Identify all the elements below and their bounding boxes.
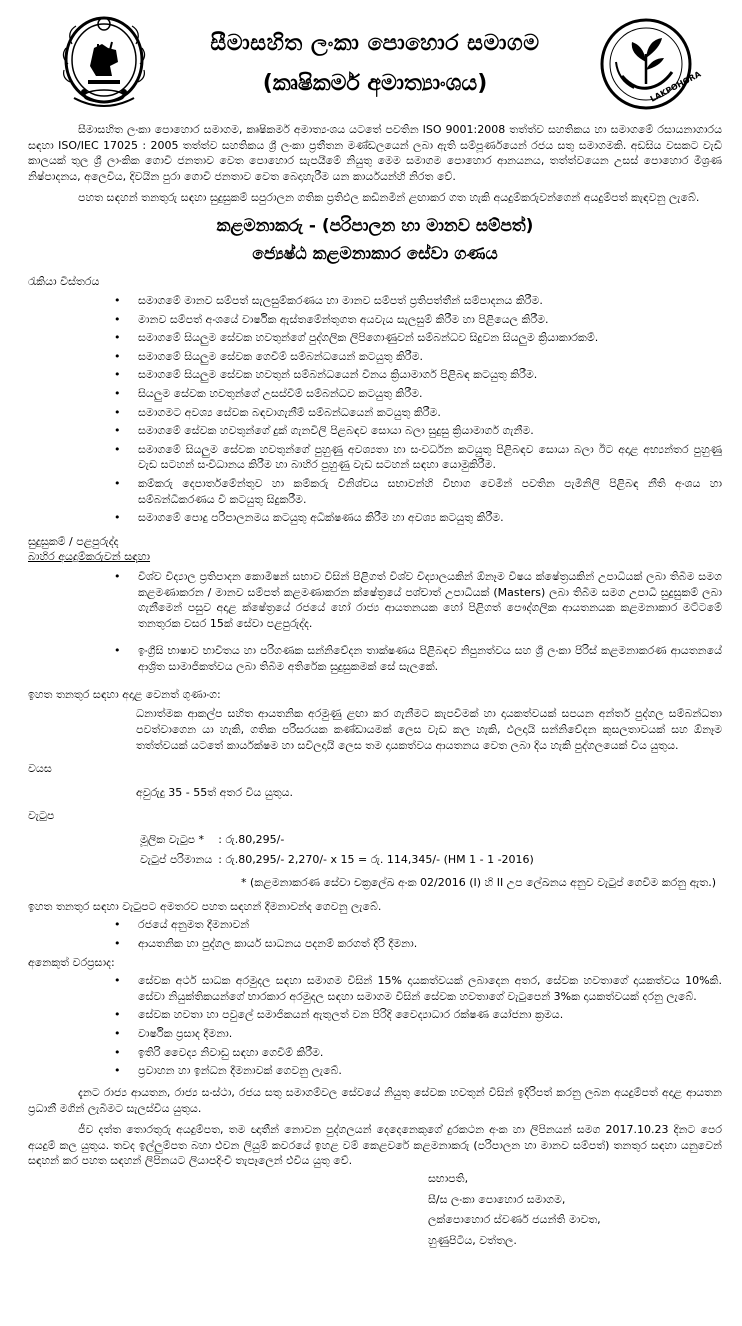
table-row xyxy=(140,830,540,850)
bullet: • xyxy=(114,918,121,932)
allowances-list xyxy=(114,917,722,951)
list-item: • මානව සම්පත් අංශයේ වාර්ෂික ඇස්තමේන්තුගත අයවැය සැලසුම් කිරීම හා පිළියෙල කිරීම. xyxy=(114,312,549,326)
other-qualities-text: ධනාත්මක ආකල්ප සහිත ආයතනික අරමුණු ළඟා කර ගැනීමට කැපවීමක් හා දායකත්වයක් සපයන අන්තර් පුද්ගල සම්බන්ධතා පවත්වාගෙන යා හැකි, ගතික පරිසරයක කණ්ඩායමක් ලෙස වැඩ කල හැකි, ඵලදායි සන්නිවේදන කුසලතාවයක් සහ ඕනෑම තත්ත්වයක් යටතේ කාර්යක්ෂම හා සවිලදායි ලෙස තම දායකත්වය ආයතනය වෙත ලබා දිය හැකි පුද්ගලයෙක් විය යුතුය. xyxy=(136,707,722,752)
sri-lanka-emblem-icon xyxy=(50,14,158,114)
qualifications-heading: සුදුසුකම් / පළපුරුද්ද xyxy=(28,534,119,548)
list-item: • කම්කරු දෙපාර්තමේන්තුව හා කම්කරු විනිශ්චය සභාවන්හි විභාග වෙමින් පවතින පැමිනිලි පිළිබඳ නීති අංශය හා සම්බන්ධීකරණය වී කටයුතු සිදුකරීම. xyxy=(114,477,722,506)
list-item: • සමාගමේ සේවක හවතුන්ගේ දුක් ගැනවිලි පිළබඳව සොයා බලා සුදුසු ක්‍රියාමාර්ග ගැනීම. xyxy=(114,424,534,438)
salary-label: වැටුප් පරිමානය xyxy=(140,852,213,866)
signature-line: සභාපති, xyxy=(428,1171,469,1185)
age-heading: වයස xyxy=(28,762,52,776)
bullet: • xyxy=(114,974,121,988)
bullet: • xyxy=(114,1045,121,1059)
salary-table xyxy=(140,830,540,869)
salary-heading: වැටුප xyxy=(28,809,55,823)
bullet: • xyxy=(114,937,121,951)
duties-list xyxy=(114,293,722,526)
signature-line: සී/ස ලංකා පොහොර සමාගම, xyxy=(428,1192,566,1206)
duties-heading: රැකියා විස්තරය xyxy=(28,275,100,289)
lakpohora-logo-icon xyxy=(590,14,702,114)
bullet: • xyxy=(114,405,121,419)
bullet: • xyxy=(114,368,121,382)
allowances-heading: ඉහත තනතුර සඳහා වැටුපට අමතරව පහත සඳහන් දීමනාවන්ද ගෙවනු ලැබේ. xyxy=(28,899,382,913)
age-text: අවුරුදු 35 - 55ත් අතර විය යුතුය. xyxy=(136,785,294,799)
other-qualities-heading: ඉහත තනතුර සඳහා අදාළ වෙනත් ගුණාංග: xyxy=(28,687,221,701)
list-item: • සමාගමේ සියලුම සේවක ගෙවීම් සම්බන්ධයෙන් කටයුතු කිරීම. xyxy=(114,349,423,363)
list-item: • රජයේ අනුමත දීමනාවන් xyxy=(114,918,250,932)
company-title: සීමාසහිත ලංකා පොහොර සමාගම xyxy=(210,31,540,56)
post-title: කළමනාකරු - (පරිපාලන හා මානව සම්පත්) xyxy=(216,216,534,237)
list-item: • විශ්ව විද්‍යාල ප්‍රතිපාදන කොමිෂන් සභාව විසින් පිළිගත් විශ්ව විද්‍යාලයකින් ඕනෑම විෂය ක්ෂේත්‍රයකින් උපාධියක් ලබා තිබීම සමග කළමණාකරන / මානව සම්පත් කළමණාකරන ක්ෂේත්‍රයේ පශ්චාත් උපාධියක් (Masters) ලබා තිබීම සමග උපාධි සුදුසුකම් ලබා ගැනීමෙන් පසුව අදාළ ක්ෂේත්‍රයේ රජයේ හෝ රාජ්‍ය ආයතනයක හෝ පිළිගත් පෞද්ගලික ආයතනයක කළමනාකාර මට්ටමේ තනතුරක වසර 15ක් සේවා පළපුරුද්ද. xyxy=(114,570,722,630)
table-row xyxy=(140,850,540,870)
bullet: • xyxy=(114,644,121,658)
qualifications-list xyxy=(114,569,722,675)
bullet: • xyxy=(114,386,121,400)
list-item: • සමාගමේ පොදු පරිපාලනමය කටයුතු අධීක්ෂණය කිරීම හා අවශ්‍ය කටයුතු කිරීම. xyxy=(114,511,504,525)
list-item: • සමාගමේ මානව සම්පත් සැලසුම්කරණය හා මානව සම්පත් ප්‍රතිපත්තීන් සම්පාදනය කිරීම. xyxy=(114,293,543,307)
list-item: • සේවක අර්ථ සාධක අරමුදල සඳහා සමාගම විසින් 15% දායකත්වයක් ලබාදෙන අතර, සේවක හවතාගේ දායකත්වය 10%කි. සේවා නියුක්තිකයන්ගේ භාරකාර අරමුදල සඳහා සමාගම විසින් සේවක හවතාගේ වැටුපෙන් 3%ක දායකත්වයක් දරනු ලැබේ. xyxy=(114,974,722,1003)
signature-line: ලක්පොහොර ස්වර්ණ ජයන්ති මාවත, xyxy=(428,1213,601,1227)
list-item: • සේවක හවතා හා පවුලේ සමාජිකයන් ඇතුලත් වන පිරිදි වෛද්‍යාධාර රක්ෂණ යෝජනා ක්‍රමය. xyxy=(114,1008,564,1022)
bullet: • xyxy=(114,1008,121,1022)
bullet: • xyxy=(114,293,121,307)
lakpohora-logo-text: LAKPOHORA xyxy=(648,69,702,104)
bullet: • xyxy=(114,331,121,345)
list-item: • සියලුම සේවක හවතුන්ගේ උසස්වීම් සම්බන්ධව කටයුතු කිරීම. xyxy=(114,386,423,400)
bullet: • xyxy=(114,424,121,438)
bullet: • xyxy=(114,349,121,363)
bullet: • xyxy=(114,312,121,326)
signature-block xyxy=(428,1171,722,1248)
ministry-title: (කෘෂිකර්ම අමාත්‍යාංශය) xyxy=(262,71,488,96)
list-item: • ප්‍රවාහන හා ඉන්ධන දීමනාවක් ගෙවනු ලැබේ. xyxy=(114,1064,342,1078)
list-item: • ඉංග්‍රීසි භාෂාව භාවිතය හා පරිගණක සන්නිවේදන තාක්ෂණය පිළිබඳව නිපුනත්වය සහ ශ්‍රී ලංකා පිරිස් කළමනාකරණ ආයතනයේ ආශ්‍රිත සාමාජිකත්වය ලබා තිබීම අතිරේක සුදුසුකමක් සේ සැලකේ. xyxy=(114,644,722,674)
bullet: • xyxy=(114,511,121,525)
list-item: • සමාගමේ සියලුම සේවක හවතුන්ගේ පුහුණු අවශ්‍යතා හා සංවර්ධන කටයුතු පිළිබඳව සොයා බලා ඊට අදාළ අභ්‍යන්තර පුහුණු වැඩ සටහන් සංවිධානය කිරීම හා බාහිර පුහුණු වැඩ සටහන් සඳහා යොමුකිරීම. xyxy=(114,442,722,472)
signature-line: හුණුපිටිය, වත්තල. xyxy=(428,1233,517,1247)
benefits-list xyxy=(114,973,722,1079)
bullet: • xyxy=(114,570,121,584)
bullet: • xyxy=(114,477,121,490)
list-item: • වාර්ෂික ප්‍රසාද දීමනා. xyxy=(114,1027,233,1041)
bullet: • xyxy=(114,442,121,456)
post-grade: ජ්‍යෙෂ්ඨ කළමනාකාර සේවා ගණය xyxy=(252,244,498,265)
list-item: • ආයතනික හා පුද්ගල කාර්ය සාධනය පදනම් කරගත් දිරි දීමනා. xyxy=(114,937,418,951)
external-applicants-heading: බාහිර අයදුම්කරුවන් සඳහා xyxy=(28,550,151,564)
list-item: • සමාගමේ සියලුම සේවක හවතුන්ගේ පුද්ගලික ලිපිගොණුවන් සම්බන්ධව සිදුවන සියලුම ක්‍රියාකාරකම්. xyxy=(114,331,599,345)
salary-note: * (කළමනාකරණ සේවා චක්‍රලේඛ අංක 02/2016 (I) හි II උප ලේඛනය අනුව වැටුප් ගෙවීම කරනු ඇත.) xyxy=(241,876,716,890)
intro-paragraph-2: පහත සඳහන් තනතුරු සඳහා සුදුසුකම් සපුරාලන ගතික ප්‍රතිඵල කඩිනමින් ළඟාකර ගත හැකි අයදුම්කරුවන්ගෙන් අයදුම්පත් කැඳවනු ලැබේ. xyxy=(78,191,700,205)
salary-value: : රු.80,295/- xyxy=(218,832,285,846)
salary-value: : රු.80,295/- 2,270/- x 15 = රු. 114,345/- (HM 1 - 1 -2016) xyxy=(218,852,534,866)
benefits-heading: අනෙකුත් වරප්‍රසාද: xyxy=(28,955,115,969)
closing-paragraph-2: ජීව දත්ත තොරතුරු අයදුම්පත, තම ඥාතීන් නොවන පුද්ගලයන් දෙදෙනෙකුගේ දුරකථන අංක හා ලිපිනයන් සමග 2017.10.23 දිනට පෙර අයදුම් කල යුතුය. තවද ඉල්ලුම්පත බහා එවන ලියුම් කවරයේ ඉහළ වම් කෙළවරේ කළමනාකරු (පරිපාලන හා මානව සම්පත්) තනතුර සඳහා යනුවෙන් සඳහන් කර පහත සඳහන් ලිපිනයට ලියාපදිංචි තැපෑලෙන් එවිය යුතු වේ. xyxy=(28,1123,722,1168)
list-item: • සමාගමේ සියලුම සේවක හවතුන් සම්බන්ධයෙන් විනය ක්‍රියාමාර්ග පිළිබඳ කටයුතු කිරීම. xyxy=(114,368,538,382)
closing-paragraph-1: දැනට රාජ්‍ය ආයතන, රාජ්‍ය සංස්ථා, රජය සතු සමාගම්වල සේවයේ නියුතු සේවක හවතුන් විසින් ඉදිරිපත් කරනු ලබන අයදුම්පත් අදාළ ආයතන ප්‍රධානී මගින් ලැබීමට සැලස්විය යුතුය. xyxy=(28,1085,722,1115)
list-item: • සමාගමට අවශ්‍ය සේවක බඳවාගැනීම් සම්බන්ධයෙන් කටයුතු කිරීම. xyxy=(114,405,441,419)
header xyxy=(28,8,722,116)
bullet: • xyxy=(114,1064,121,1078)
bullet: • xyxy=(114,1027,121,1041)
list-item: • ඉතිරි වෛද්‍ය නිවාඩු සඳහා ගෙවීම් කිරීම. xyxy=(114,1045,324,1059)
intro-paragraph-1: සීමාසහිත ලංකා පොහොර සමාගම, කෘෂිකර්ම අමාත්‍යංශය යටතේ පවතින ISO 9001:2008 තත්ත්ව සහතිකය හා සමාගමේ රසායනාගාරය සඳහා ISO/IEC 17025 : 2005 තත්ත්ව සහතිකය ශ්‍රී ලංකා ප්‍රතීතන මණ්ඩලයෙන් ලබා ඇති සම්පූර්ණයෙන් රජය සතු සමාගමකි. අඩසිය වසකට වැඩි කාලයක් තුල ශ්‍රී ලාංකික ගොවි ජනතාව වෙත පොහොර සැපයීමේ නියුතු මෙම සමාගම පොහොර ආනයනය, තත්ත්වයෙන උසස් පොහොර මිශ්‍රණ නිෂ්පාදනය, අලෙවිය, දිවයින පුරා ගොවි ජනතාව වෙත බෙදාහැරීම යන කාර්යයන්හි නිරත වේ. xyxy=(28,123,722,183)
salary-label: මූලික වැටුප * xyxy=(140,832,205,846)
